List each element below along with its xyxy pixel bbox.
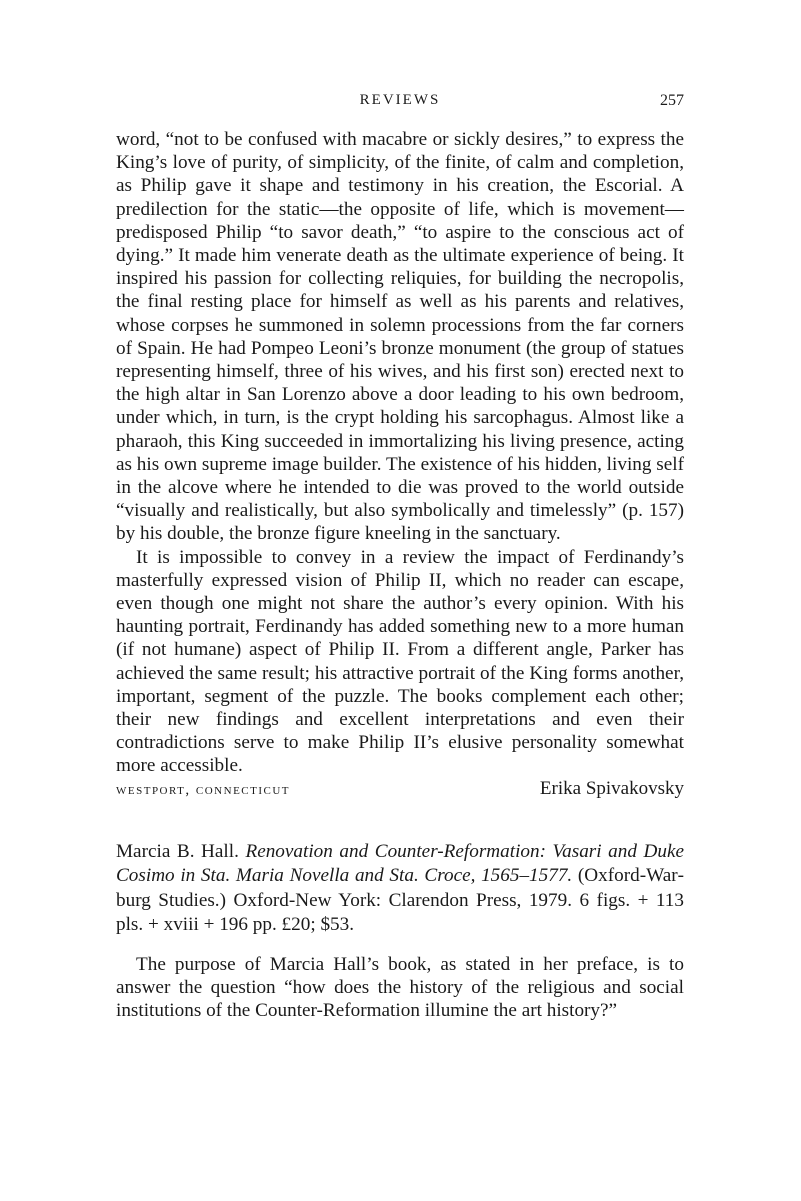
book-title: Renovation and Counter-Reformation: Vasari and Duke Cosimo in Sta. Maria Novella and Sta. Croce, 1565–1577.: [116, 840, 684, 887]
book-details: (Oxford-Warburg Studies.) Oxford-New York: Clarendon Press, 1979. 6 figs. + 113 pls. + xviii + 196 pp. £20; $53.: [116, 865, 684, 936]
body-paragraph: It is impossible to convey in a review the impact of Ferdinandy’s masterfully expressed vision of Philip II, which no reader can escape, even though one might not share the author’s every opinion. With his haunting portrait, Ferdinandy has added something new to a more human (if not humane) aspect of Philip II. From a different angle, Parker has achieved the same result; his attractive portrait of the King forms another, important, segment of the puzzle. The books complement each other; their new findings and excellent interpretations and even their contradictions serve to make Philip II’s elusive personality somewhat more accessible.: [116, 546, 684, 777]
body-paragraph: word, “not to be confused with macabre or sickly desires,” to express the King’s love of purity, of simplicity, of the finite, of calm and completion, as Philip gave it shape and testimony in his creation, the Escorial. A predilection for the static—the opposite of life, which is movement—predisposed Philip “to savor death,” “to aspire to the conscious act of dying.” It made him venerate death as the ultimate experience of being. It inspired his passion for collecting reliquies, for building the necropolis, the final resting place for himself as well as his parents and relatives, whose corpses he summoned in solemn processions from the far corners of Spain. He had Pompeo Leoni’s bronze monument (the group of statues representing himself, three of his wives, and his first son) erected next to the high altar in San Lorenzo above a door leading to his own bedroom, under which, in turn, is the crypt holding his sarcophagus. Almost like a pharaoh, this King succeeded in immortalizing his living presence, acting as his own supreme image builder. The existence of his hidden, living self in the alcove where he intended to die was proved to the world outside “visually and realistically, but also symbolically and timelessly” (p. 157) by his double, the bronze figure kneeling in the sanctuary.: [116, 129, 684, 545]
book-author: Marcia B. Hall.: [116, 840, 239, 862]
running-head: [116, 92, 684, 118]
review-opening-paragraph: The purpose of Marcia Hall’s book, as stated in her preface, is to answer the question “how does the history of the religious and social institutions of the Counter-Reformation illumine the art history?”: [116, 954, 684, 1022]
reviewer-name: Erika Spivakovsky: [539, 777, 684, 799]
reviewer-location: westport, connecticut: [116, 781, 291, 798]
review-signature: [116, 778, 684, 806]
document-page: [116, 92, 684, 1023]
bibliographic-entry: [116, 840, 684, 938]
page-number: 257: [660, 92, 684, 109]
section-title: REVIEWS: [359, 92, 441, 108]
